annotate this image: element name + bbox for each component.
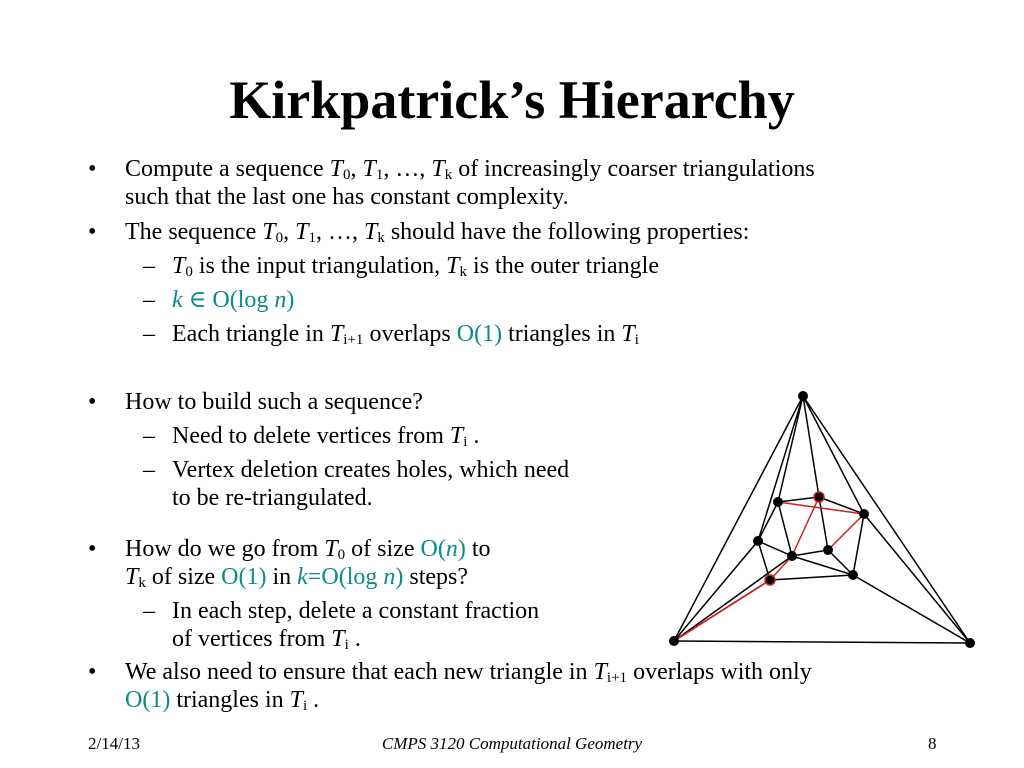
text: overlaps with only <box>627 659 812 685</box>
text: of increasingly coarser triangulations <box>452 156 815 182</box>
big-o-text: O(1) <box>125 687 171 713</box>
footer-page-number: 8 <box>928 734 937 753</box>
t-symbol: T <box>446 253 460 279</box>
bullet-how-to-go-cont <box>125 563 468 591</box>
bullet-marker: • <box>88 389 97 415</box>
bullet-how-to-go <box>125 535 490 563</box>
text: of size <box>145 564 222 590</box>
sub-k-log-n <box>172 286 294 314</box>
t-symbol: T <box>363 219 378 245</box>
subscript: k <box>138 575 146 591</box>
t-symbol: T <box>289 687 303 713</box>
text: Compute a sequence <box>125 156 330 182</box>
t-symbol: T <box>295 219 309 245</box>
sub-each-step-cont <box>172 625 361 653</box>
dash-marker: – <box>143 423 155 449</box>
subscript: 0 <box>185 264 193 280</box>
big-o-n <box>420 536 465 562</box>
bullet-marker: • <box>88 156 97 182</box>
text: of vertices from <box>172 626 332 652</box>
dash-marker: – <box>143 457 155 483</box>
t-symbol: T <box>172 253 186 279</box>
n-symbol: n <box>274 287 287 313</box>
text: triangles in <box>170 687 290 713</box>
big-o-text: O(1) <box>456 321 503 347</box>
t-symbol: T <box>125 564 139 590</box>
bullet-compute-sequence <box>125 155 815 183</box>
subscript: k <box>459 264 468 280</box>
subscript: i <box>344 637 349 653</box>
dash-marker: – <box>143 598 155 624</box>
sub-overlap-constant <box>172 320 639 348</box>
text: triangles in <box>502 321 622 347</box>
text: Need to delete vertices from <box>172 423 450 449</box>
text: ) <box>395 564 404 590</box>
t-symbol: T <box>329 156 343 182</box>
black-edges <box>674 396 970 643</box>
sub-delete-vertices <box>172 422 479 450</box>
subscript: 0 <box>337 547 346 563</box>
subscript: i <box>634 332 639 348</box>
big-o-text: O(1) <box>221 564 267 590</box>
text: of size <box>345 536 421 562</box>
text: ∈ O(log <box>182 287 275 313</box>
subscript: i+1 <box>606 670 628 686</box>
text: is the outer triangle <box>467 253 659 279</box>
text: , <box>350 156 363 182</box>
text: O( <box>420 536 446 562</box>
bullet-compute-sequence-cont: such that the last one has constant complexity. <box>125 184 569 210</box>
bullet-sequence-properties <box>125 218 749 246</box>
dash-marker: – <box>143 253 155 279</box>
bullet-ensure-overlap-cont <box>125 686 319 714</box>
text: . <box>348 626 361 652</box>
subscript: 0 <box>342 167 351 183</box>
subscript: k <box>377 230 385 246</box>
text: , …, <box>315 219 364 245</box>
sub-input-triangulation <box>172 252 659 280</box>
text: How do we go from <box>125 536 325 562</box>
footer-course: CMPS 3120 Computational Geometry <box>381 734 643 753</box>
text: to <box>465 536 491 562</box>
t-symbol: T <box>593 659 607 685</box>
subscript: k <box>444 167 453 183</box>
n-symbol: n <box>445 536 458 562</box>
slide-title: Kirkpatrick’s Hierarchy <box>229 70 795 130</box>
text: steps? <box>403 564 469 590</box>
text: We also need to ensure that each new triangle in <box>125 659 594 685</box>
k-log-n <box>297 564 403 590</box>
t-symbol: T <box>362 156 376 182</box>
text: . <box>307 687 320 713</box>
vertices <box>669 391 975 648</box>
text: , <box>283 219 296 245</box>
text: =O(log <box>307 564 384 590</box>
sub-vertex-deletion: Vertex deletion creates holes, which need <box>172 457 570 483</box>
bullet-marker: • <box>88 659 97 685</box>
text: in <box>266 564 298 590</box>
subscript: i+1 <box>343 332 364 348</box>
text: should have the following properties: <box>384 219 750 245</box>
dash-marker: – <box>143 321 155 347</box>
sub-each-step: In each step, delete a constant fraction <box>172 598 540 624</box>
bullet-how-to-build: How to build such a sequence? <box>125 389 423 415</box>
text: , …, <box>383 156 432 182</box>
subscript: 1 <box>375 167 384 183</box>
text: overlaps <box>363 321 457 347</box>
text: ) <box>286 287 295 313</box>
bullet-ensure-overlap <box>125 658 812 686</box>
t-symbol: T <box>331 626 345 652</box>
k-symbol: k <box>172 287 183 313</box>
n-symbol: n <box>383 564 396 590</box>
t-symbol: T <box>262 219 276 245</box>
subscript: 1 <box>308 230 316 246</box>
footer-date: 2/14/13 <box>88 734 140 753</box>
text: ) <box>457 536 466 562</box>
subscript: i <box>463 434 468 450</box>
text: The sequence <box>125 219 263 245</box>
text: is the input triangulation, <box>192 253 447 279</box>
t-symbol: T <box>449 423 464 449</box>
dash-marker: – <box>143 287 155 313</box>
triangulation-figure <box>660 385 980 655</box>
sub-vertex-deletion-cont: to be re-triangulated. <box>172 485 373 511</box>
subscript: i <box>303 698 308 714</box>
text: Each triangle in <box>172 321 330 347</box>
subscript: 0 <box>275 230 284 246</box>
t-symbol: T <box>329 321 344 347</box>
k-symbol: k <box>297 564 308 590</box>
bullet-marker: • <box>88 536 97 562</box>
text: . <box>467 423 480 449</box>
bullet-marker: • <box>88 219 97 245</box>
t-symbol: T <box>324 536 338 562</box>
t-symbol: T <box>621 321 635 347</box>
t-symbol: T <box>431 156 445 182</box>
